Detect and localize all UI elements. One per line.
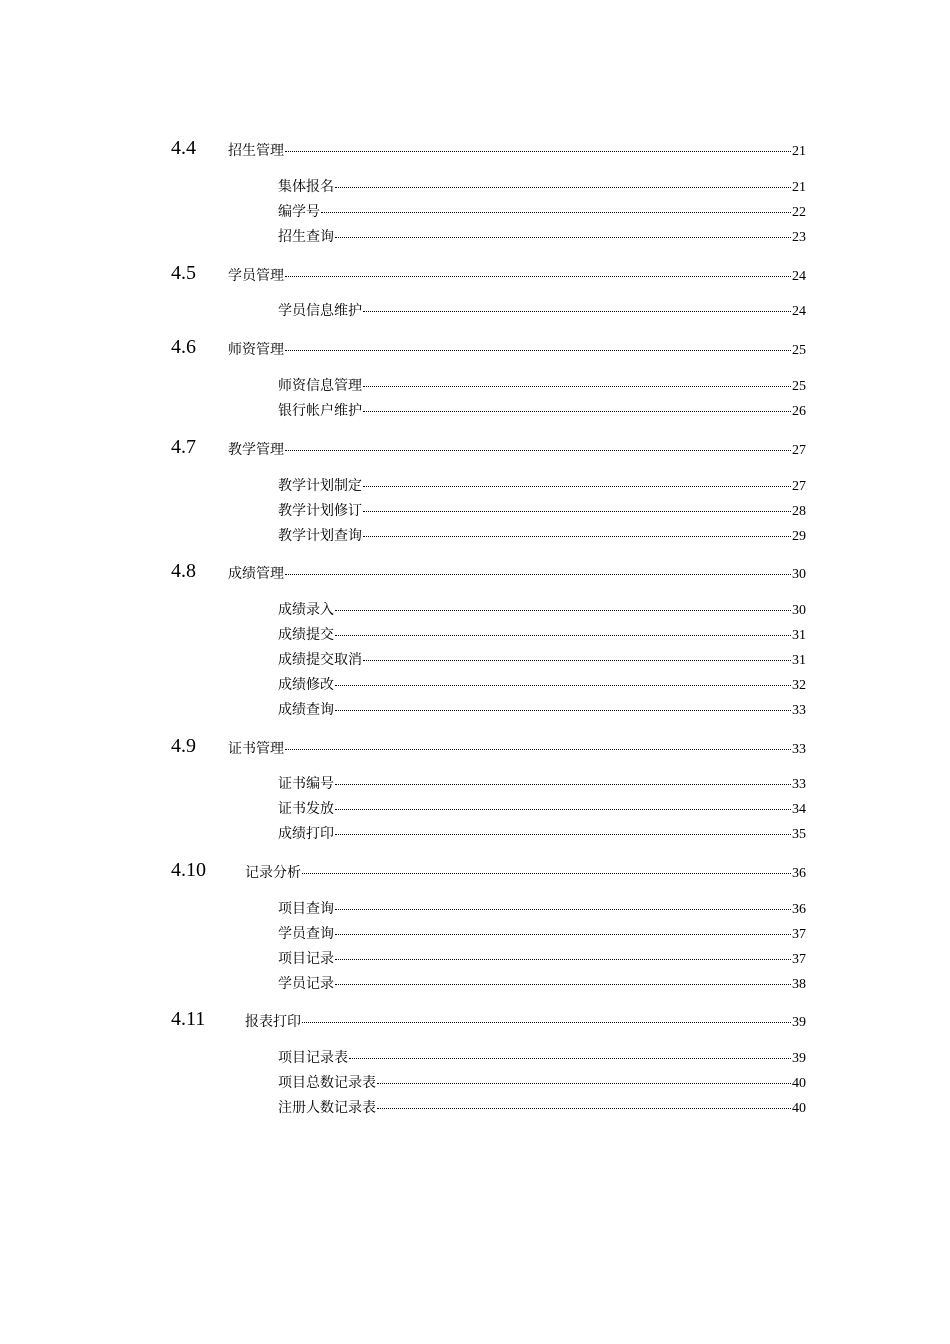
toc-item-entry[interactable] bbox=[278, 973, 806, 995]
item-title: 师资信息管理 bbox=[278, 378, 362, 394]
toc-section-entry[interactable] bbox=[228, 339, 806, 361]
toc-item-entry[interactable] bbox=[278, 500, 806, 522]
toc-item-entry[interactable] bbox=[278, 823, 806, 845]
dot-leader bbox=[363, 411, 791, 412]
item-title: 项目记录表 bbox=[278, 1050, 348, 1066]
toc-item-entry[interactable] bbox=[278, 1047, 806, 1069]
page-number: 39 bbox=[792, 1051, 806, 1066]
page-number: 28 bbox=[792, 504, 806, 519]
item-title: 证书编号 bbox=[278, 776, 334, 792]
item-title: 成绩录入 bbox=[278, 602, 334, 618]
dot-leader bbox=[302, 1022, 791, 1023]
toc-item-entry[interactable] bbox=[278, 798, 806, 820]
toc-item-entry[interactable] bbox=[278, 525, 806, 547]
dot-leader bbox=[363, 311, 791, 312]
page-number: 23 bbox=[792, 230, 806, 245]
toc-item-entry[interactable] bbox=[278, 201, 806, 223]
page-number: 38 bbox=[792, 977, 806, 992]
dot-leader bbox=[377, 1083, 791, 1084]
dot-leader bbox=[335, 959, 791, 960]
section-title: 学员管理 bbox=[228, 268, 284, 284]
page-number: 31 bbox=[792, 653, 806, 668]
dot-leader bbox=[285, 350, 791, 351]
dot-leader bbox=[363, 511, 791, 512]
page-number: 40 bbox=[792, 1101, 806, 1116]
page-number: 39 bbox=[792, 1015, 806, 1030]
page-number: 30 bbox=[792, 603, 806, 618]
item-title: 项目查询 bbox=[278, 901, 334, 917]
section-number: 4.9 bbox=[171, 735, 196, 757]
page-number: 37 bbox=[792, 952, 806, 967]
section-number: 4.4 bbox=[171, 137, 196, 159]
dot-leader bbox=[335, 834, 791, 835]
page-number: 24 bbox=[792, 304, 806, 319]
dot-leader bbox=[363, 536, 791, 537]
dot-leader bbox=[335, 237, 791, 238]
dot-leader bbox=[349, 1058, 791, 1059]
toc-item-entry[interactable] bbox=[278, 898, 806, 920]
page-number: 33 bbox=[792, 703, 806, 718]
page-number: 33 bbox=[792, 742, 806, 757]
toc-section-entry[interactable] bbox=[228, 265, 806, 287]
dot-leader bbox=[285, 151, 791, 152]
item-title: 证书发放 bbox=[278, 801, 334, 817]
toc-item-entry[interactable] bbox=[278, 375, 806, 397]
page-number: 33 bbox=[792, 777, 806, 792]
section-number: 4.11 bbox=[171, 1008, 206, 1030]
item-title: 集体报名 bbox=[278, 179, 334, 195]
dot-leader bbox=[335, 784, 791, 785]
dot-leader bbox=[335, 809, 791, 810]
item-title: 教学计划制定 bbox=[278, 478, 362, 494]
section-title: 教学管理 bbox=[228, 442, 284, 458]
page-number: 37 bbox=[792, 927, 806, 942]
page-number: 27 bbox=[792, 479, 806, 494]
page-number: 21 bbox=[792, 180, 806, 195]
toc-section-entry[interactable] bbox=[228, 140, 806, 162]
item-title: 教学计划修订 bbox=[278, 503, 362, 519]
toc-item-entry[interactable] bbox=[278, 300, 806, 322]
item-title: 编学号 bbox=[278, 204, 320, 220]
section-title: 招生管理 bbox=[228, 143, 284, 159]
dot-leader bbox=[363, 660, 791, 661]
page-number: 34 bbox=[792, 802, 806, 817]
page-number: 29 bbox=[792, 529, 806, 544]
item-title: 成绩提交取消 bbox=[278, 652, 362, 668]
dot-leader bbox=[285, 574, 791, 575]
item-title: 注册人数记录表 bbox=[278, 1100, 376, 1116]
item-title: 项目记录 bbox=[278, 951, 334, 967]
item-title: 招生查询 bbox=[278, 229, 334, 245]
section-number: 4.10 bbox=[171, 859, 206, 881]
dot-leader bbox=[363, 486, 791, 487]
page-number: 24 bbox=[792, 269, 806, 284]
toc-item-entry[interactable] bbox=[278, 176, 806, 198]
item-title: 学员记录 bbox=[278, 976, 334, 992]
section-title: 证书管理 bbox=[228, 741, 284, 757]
dot-leader bbox=[335, 187, 791, 188]
page-number: 36 bbox=[792, 902, 806, 917]
item-title: 教学计划查询 bbox=[278, 528, 362, 544]
toc-item-entry[interactable] bbox=[278, 226, 806, 248]
dot-leader bbox=[321, 212, 791, 213]
page-number: 25 bbox=[792, 343, 806, 358]
page-number: 32 bbox=[792, 678, 806, 693]
section-number: 4.7 bbox=[171, 436, 196, 458]
toc-item-entry[interactable] bbox=[278, 699, 806, 721]
dot-leader bbox=[285, 450, 791, 451]
item-title: 成绩修改 bbox=[278, 677, 334, 693]
toc-section-entry[interactable] bbox=[228, 738, 806, 760]
section-title: 报表打印 bbox=[245, 1014, 301, 1030]
dot-leader bbox=[335, 635, 791, 636]
toc-item-entry[interactable] bbox=[278, 624, 806, 646]
item-title: 项目总数记录表 bbox=[278, 1075, 376, 1091]
toc-item-entry[interactable] bbox=[278, 1097, 806, 1119]
item-title: 成绩打印 bbox=[278, 826, 334, 842]
section-number: 4.6 bbox=[171, 336, 196, 358]
page-number: 26 bbox=[792, 404, 806, 419]
item-title: 银行帐户维护 bbox=[278, 403, 362, 419]
dot-leader bbox=[335, 984, 791, 985]
item-title: 成绩提交 bbox=[278, 627, 334, 643]
toc-item-entry[interactable] bbox=[278, 475, 806, 497]
page-number: 36 bbox=[792, 866, 806, 881]
page-number: 31 bbox=[792, 628, 806, 643]
toc-item-entry[interactable] bbox=[278, 674, 806, 696]
item-title: 成绩查询 bbox=[278, 702, 334, 718]
item-title: 学员信息维护 bbox=[278, 303, 362, 319]
toc-section-entry[interactable] bbox=[228, 439, 806, 461]
toc-item-entry[interactable] bbox=[278, 773, 806, 795]
dot-leader bbox=[363, 386, 791, 387]
dot-leader bbox=[335, 710, 791, 711]
dot-leader bbox=[302, 873, 791, 874]
toc-section-entry[interactable] bbox=[228, 563, 806, 585]
toc-item-entry[interactable] bbox=[278, 400, 806, 422]
dot-leader bbox=[335, 934, 791, 935]
toc-item-entry[interactable] bbox=[278, 948, 806, 970]
page-number: 27 bbox=[792, 443, 806, 458]
page-number: 30 bbox=[792, 567, 806, 582]
page-number: 25 bbox=[792, 379, 806, 394]
toc-section-entry[interactable] bbox=[245, 862, 806, 884]
page-number: 22 bbox=[792, 205, 806, 220]
toc-item-entry[interactable] bbox=[278, 649, 806, 671]
page-number: 40 bbox=[792, 1076, 806, 1091]
toc-item-entry[interactable] bbox=[278, 599, 806, 621]
section-title: 成绩管理 bbox=[228, 566, 284, 582]
dot-leader bbox=[285, 276, 791, 277]
item-title: 学员查询 bbox=[278, 926, 334, 942]
toc-item-entry[interactable] bbox=[278, 1072, 806, 1094]
section-number: 4.5 bbox=[171, 262, 196, 284]
dot-leader bbox=[335, 610, 791, 611]
dot-leader bbox=[285, 749, 791, 750]
toc-item-entry[interactable] bbox=[278, 923, 806, 945]
section-title: 师资管理 bbox=[228, 342, 284, 358]
dot-leader bbox=[377, 1108, 791, 1109]
dot-leader bbox=[335, 909, 791, 910]
toc-section-entry[interactable] bbox=[245, 1011, 806, 1033]
section-number: 4.8 bbox=[171, 560, 196, 582]
page-number: 35 bbox=[792, 827, 806, 842]
page-number: 21 bbox=[792, 144, 806, 159]
section-title: 记录分析 bbox=[245, 865, 301, 881]
dot-leader bbox=[335, 685, 791, 686]
